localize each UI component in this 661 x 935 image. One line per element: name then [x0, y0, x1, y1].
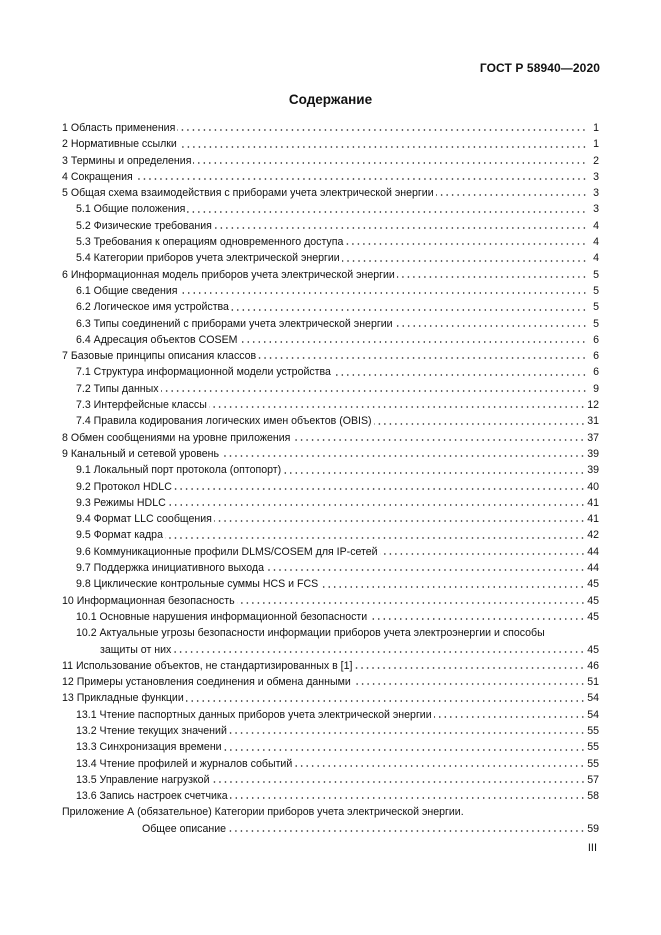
toc-entry[interactable] [62, 316, 599, 332]
toc-entry-title: 11 Использование объектов, не стандартизированных в [1] [62, 659, 353, 672]
toc-entry-page: 40 [587, 480, 599, 493]
dot-leader [165, 535, 585, 541]
toc-entry-page: 54 [587, 692, 599, 705]
toc-entry-page: 39 [587, 447, 599, 460]
dot-leader [345, 241, 587, 247]
dot-leader [354, 665, 585, 671]
toc-entry[interactable] [62, 821, 599, 837]
toc-entry-page: 54 [587, 708, 599, 721]
toc-entry-page: 5 [593, 317, 599, 330]
toc-entry-title: Общее описание [142, 822, 227, 835]
dot-leader [374, 421, 586, 427]
toc-entry-page: 44 [587, 545, 599, 558]
toc-entry[interactable] [62, 348, 599, 364]
dot-leader [395, 323, 587, 329]
toc-entry[interactable] [62, 136, 599, 152]
dot-leader [231, 307, 587, 313]
toc-entry-page: 45 [587, 643, 599, 656]
dot-leader [292, 437, 585, 443]
toc-entry-page: 1 [593, 138, 599, 151]
dot-leader [214, 225, 587, 231]
toc-entry-title: 10.1 Основные нарушения информационной безопасности [76, 610, 368, 623]
toc-entry[interactable] [62, 153, 599, 169]
toc-entry[interactable] [62, 462, 599, 478]
toc-entry-multiline[interactable] [62, 804, 599, 837]
toc-entry-page: 6 [593, 350, 599, 363]
dot-leader [214, 518, 585, 524]
toc-entry-page: 44 [587, 562, 599, 575]
dot-leader [173, 649, 585, 655]
toc-entry-page: 6 [593, 366, 599, 379]
dot-leader [283, 470, 585, 476]
toc-entry-page: 31 [587, 415, 599, 428]
toc-entry-page: 57 [587, 773, 599, 786]
toc-entry[interactable] [62, 413, 599, 429]
toc-entry-page: 2 [593, 154, 599, 167]
toc-entry[interactable] [62, 560, 599, 576]
toc-entry[interactable] [76, 642, 599, 658]
toc-entry-multiline[interactable] [62, 625, 599, 658]
dot-leader [380, 551, 586, 557]
toc-entry[interactable] [62, 674, 599, 690]
toc-entry[interactable] [62, 397, 599, 413]
toc-entry-title: Приложение А (обязательное) Категории приборов учета электрической энергии. [62, 806, 464, 819]
page-number: III [587, 842, 597, 854]
toc-entry-title: защиты от них [100, 643, 172, 656]
toc-entry-title: 7.3 Интерфейсные классы [76, 399, 207, 412]
toc-entry-title: 10.2 Актуальные угрозы безопасности информации приборов учета электроэнергии и способы [76, 627, 545, 640]
toc-entry-title: 13 Прикладные функции [62, 692, 184, 705]
toc-entry[interactable] [62, 446, 599, 462]
toc-entry[interactable] [62, 120, 599, 136]
toc-entry-title: 8 Обмен сообщениями на уровне приложения [62, 431, 291, 444]
toc-entry[interactable] [62, 739, 599, 755]
toc-entry-title: 13.3 Синхронизация времени [76, 741, 222, 754]
toc-entry-page: 46 [587, 659, 599, 672]
toc-entry-title: 13.4 Чтение профилей и журналов событий [76, 757, 293, 770]
toc-entry-title: 7.2 Типы данных [76, 382, 159, 395]
toc-entry[interactable] [62, 527, 599, 543]
dot-leader [434, 714, 586, 720]
toc-entry-page: 3 [593, 170, 599, 183]
table-of-contents [62, 120, 599, 837]
dot-leader [209, 404, 585, 410]
toc-entry-title: 9.6 Коммуникационные профили DLMS/COSEM для IP-сетей [76, 545, 378, 558]
toc-entry-page: 55 [587, 741, 599, 754]
toc-entry-title: 5 Общая схема взаимодействия с приборами учета электрической энергии [62, 187, 434, 200]
toc-entry[interactable] [62, 511, 599, 527]
toc-entry-page: 41 [587, 513, 599, 526]
toc-entry[interactable] [62, 381, 599, 397]
dot-leader [333, 372, 587, 378]
toc-entry-title: 9.5 Формат кадра [76, 529, 163, 542]
toc-entry-title: 7 Базовые принципы описания классов [62, 350, 257, 363]
toc-entry-title: 5.2 Физические требования [76, 219, 212, 232]
toc-entry-title: 9 Канальный и сетевой уровень [62, 447, 219, 460]
toc-entry-title: 6 Информационная модель приборов учета электрической энергии [62, 268, 395, 281]
dot-leader [221, 453, 585, 459]
toc-entry[interactable] [62, 544, 599, 560]
dot-leader [229, 730, 585, 736]
toc-entry-title: 7.1 Структура информационной модели устройства [76, 366, 331, 379]
toc-entry-title: 9.7 Поддержка инициативного выхода [76, 562, 264, 575]
toc-entry[interactable] [62, 479, 599, 495]
dot-leader [193, 160, 587, 166]
toc-entry-title: 7.4 Правила кодирования логических имен объектов (OBIS) [76, 415, 372, 428]
toc-entry[interactable] [62, 690, 599, 706]
toc-entry[interactable] [62, 332, 599, 348]
toc-entry[interactable] [62, 495, 599, 511]
dot-leader [258, 355, 587, 361]
toc-entry-title: 12 Примеры установления соединения и обмена данными [62, 676, 351, 689]
toc-entry[interactable] [62, 169, 599, 185]
toc-entry[interactable] [62, 364, 599, 380]
toc-entry-title: 10 Информационная безопасность [62, 594, 235, 607]
toc-entry-title: 6.1 Общие сведения [76, 284, 178, 297]
toc-entry-page: 4 [593, 219, 599, 232]
toc-entry-page: 51 [587, 676, 599, 689]
toc-entry[interactable] [62, 658, 599, 674]
toc-entry[interactable] [62, 788, 599, 804]
dot-leader [230, 795, 586, 801]
toc-entry[interactable] [62, 593, 599, 609]
toc-entry[interactable] [62, 234, 599, 250]
dot-leader [228, 828, 585, 834]
dot-leader [180, 290, 588, 296]
toc-entry-page: 45 [587, 610, 599, 623]
toc-entry-title: 9.8 Циклические контрольные суммы HCS и FCS [76, 578, 319, 591]
dot-leader [168, 502, 585, 508]
toc-entry[interactable] [62, 430, 599, 446]
toc-entry-title: 5.3 Требования к операциям одновременного доступа [76, 236, 344, 249]
toc-entry[interactable] [62, 772, 599, 788]
toc-entry-title: 5.4 Категории приборов учета электрической энергии [76, 252, 340, 265]
toc-entry[interactable] [62, 218, 599, 234]
dot-leader [224, 747, 586, 753]
toc-entry-title: 9.1 Локальный порт протокола (оптопорт) [76, 464, 282, 477]
toc-entry-title: 9.3 Режимы HDLC [76, 496, 166, 509]
toc-entry-page: 3 [593, 203, 599, 216]
toc-entry-page: 9 [593, 382, 599, 395]
toc-entry-page: 42 [587, 529, 599, 542]
dot-leader [397, 274, 587, 280]
toc-entry-page: 4 [593, 252, 599, 265]
toc-entry-page: 41 [587, 496, 599, 509]
dot-leader [212, 779, 586, 785]
dot-leader [177, 127, 587, 133]
dot-leader [369, 616, 585, 622]
toc-entry[interactable] [62, 201, 599, 217]
toc-entry-page: 1 [593, 122, 599, 134]
toc-entry-page: 58 [587, 790, 599, 803]
toc-entry[interactable] [62, 283, 599, 299]
toc-entry-title: 13.6 Запись настроек счетчика [76, 790, 228, 803]
toc-entry-title: 6.4 Адресация объектов COSEM [76, 333, 238, 346]
toc-entry-page: 3 [593, 187, 599, 200]
toc-entry-title: 9.2 Протокол HDLC [76, 480, 172, 493]
toc-entry[interactable] [62, 185, 599, 201]
toc-entry-page: 4 [593, 236, 599, 249]
toc-entry[interactable] [62, 299, 599, 315]
toc-entry-title: 6.3 Типы соединений с приборами учета электрической энергии [76, 317, 393, 330]
dot-leader [179, 144, 587, 150]
dot-leader [353, 681, 585, 687]
dot-leader [436, 192, 587, 198]
toc-entry-title: 13.2 Чтение текущих значений [76, 724, 227, 737]
toc-entry-page: 5 [593, 301, 599, 314]
dot-leader [187, 209, 587, 215]
dot-leader [342, 258, 587, 264]
dot-leader [174, 486, 585, 492]
toc-entry[interactable] [62, 609, 599, 625]
toc-entry-title: 3 Термины и определения [62, 154, 192, 167]
dot-leader [320, 584, 585, 590]
toc-entry-title: 9.4 Формат LLC сообщения [76, 513, 212, 526]
toc-entry-page: 59 [587, 822, 599, 835]
toc-entry[interactable] [62, 756, 599, 772]
toc-entry-page: 12 [587, 399, 599, 412]
toc-entry-page: 5 [593, 284, 599, 297]
toc-entry-title: 1 Область применения [62, 122, 176, 134]
toc-entry-page: 5 [593, 268, 599, 281]
toc-entry-title: 2 Нормативные ссылки [62, 138, 177, 151]
toc-entry-page: 39 [587, 464, 599, 477]
toc-entry-title: 13.5 Управление нагрузкой [76, 773, 210, 786]
dot-leader [161, 388, 587, 394]
page-title: Содержание [288, 92, 373, 107]
toc-entry-title: 5.1 Общие положения [76, 203, 186, 216]
dot-leader [135, 176, 587, 182]
toc-entry-page: 45 [587, 578, 599, 591]
toc-entry[interactable] [62, 250, 599, 266]
toc-entry-page: 37 [587, 431, 599, 444]
toc-entry-title: 6.2 Логическое имя устройства [76, 301, 229, 314]
dot-leader [237, 600, 586, 606]
dot-leader [266, 567, 585, 573]
toc-entry-page: 55 [587, 724, 599, 737]
toc-entry[interactable] [62, 707, 599, 723]
toc-entry-page: 6 [593, 333, 599, 346]
dot-leader [186, 698, 585, 704]
toc-entry[interactable] [62, 267, 599, 283]
dot-leader [239, 339, 587, 345]
toc-entry-page: 45 [587, 594, 599, 607]
toc-entry-page: 55 [587, 757, 599, 770]
document-header: ГОСТ Р 58940—2020 [479, 61, 600, 75]
toc-entry-title: 4 Сокращения [62, 170, 133, 183]
toc-entry[interactable] [62, 576, 599, 592]
toc-entry-title: 13.1 Чтение паспортных данных приборов учета электрической энергии [76, 708, 432, 721]
toc-entry[interactable] [62, 723, 599, 739]
dot-leader [294, 763, 585, 769]
